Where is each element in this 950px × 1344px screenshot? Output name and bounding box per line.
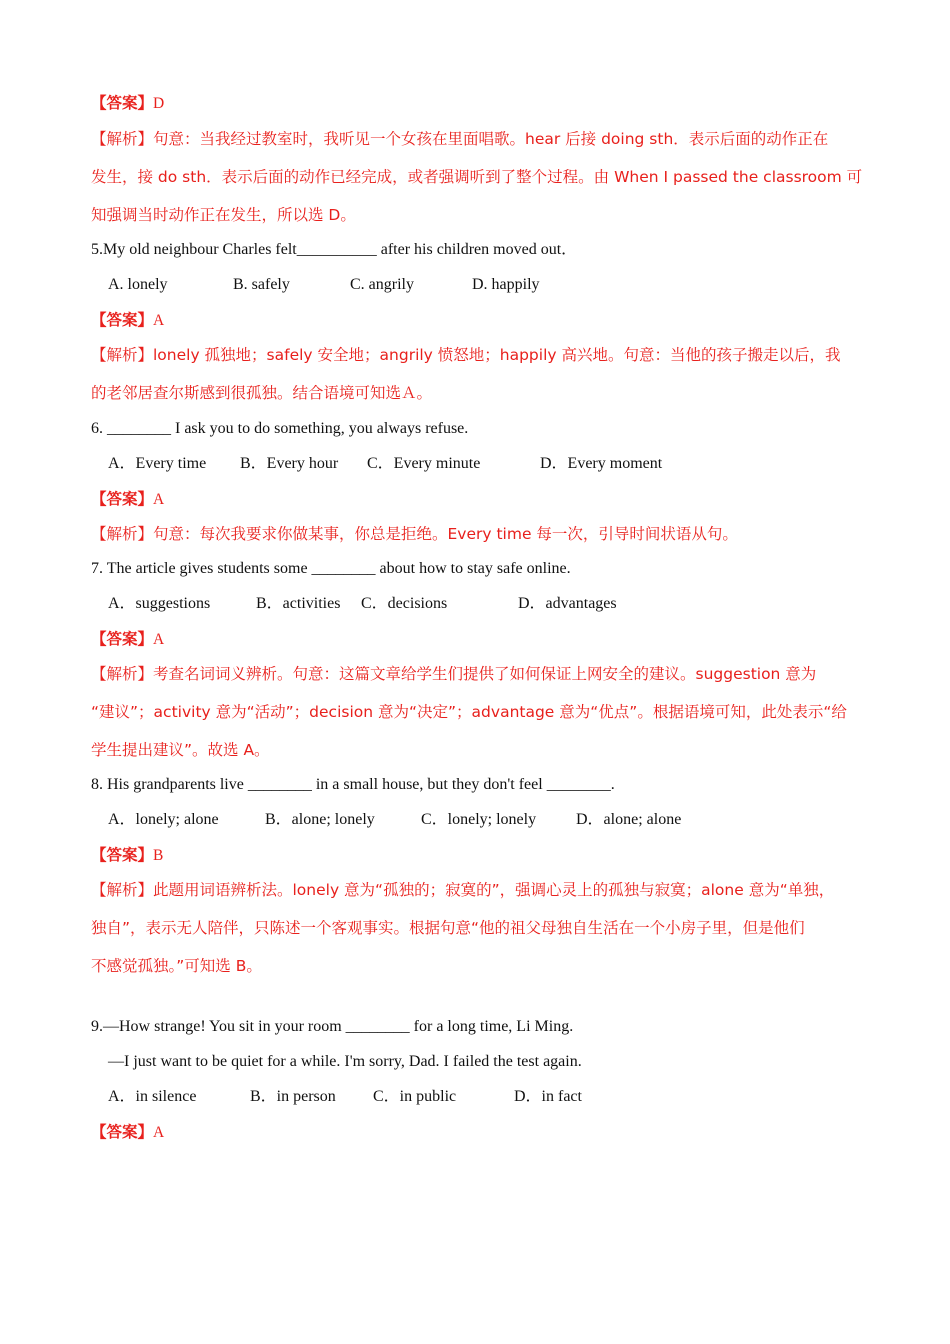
q8-stem: 8. His grandparents live ________ in a small house, but they don't feel ________.	[91, 776, 615, 793]
q8-explanation-line-1: 【解析】此题用词语辨析法。lonely 意为“孤独的；寂寞的”，强调心灵上的孤独与寂寞；alone 意为“单独，	[91, 881, 835, 899]
q9-option-b: B．in person	[250, 1088, 336, 1105]
q7-option-b: B．activities	[256, 595, 341, 612]
q4-explanation-line-3: 知强调当时动作正在发生，所以选 D。	[91, 206, 356, 224]
q4-explanation-line-2: 发生，接 do sth．表示后面的动作已经完成，或者强调听到了整个过程。由 When I passed the classroom 可	[91, 168, 863, 186]
q7-answer: 【答案】A	[91, 630, 165, 648]
q5-answer: 【答案】A	[91, 311, 165, 329]
q9-option-c: C．in public	[373, 1088, 457, 1105]
q6-option-a: A．Every time	[108, 455, 207, 472]
q9-option-d: D．in fact	[514, 1088, 582, 1105]
q4-answer: 【答案】D	[91, 94, 165, 112]
q5-option-a: A. lonely	[108, 276, 168, 293]
q5-option-d: D. happily	[472, 276, 540, 293]
q8-option-a: A．lonely; alone	[108, 811, 219, 828]
q8-option-c: C．lonely; lonely	[421, 811, 537, 828]
q7-stem: 7. The article gives students some ________ about how to stay safe online.	[91, 560, 571, 577]
q7-explanation-line-1: 【解析】考查名词词义辨析。句意：这篇文章给学生们提供了如何保证上网安全的建议。suggestion 意为	[91, 665, 817, 683]
q6-option-b: B．Every hour	[240, 455, 339, 472]
q6-answer: 【答案】A	[91, 490, 165, 508]
q9-answer: 【答案】A	[91, 1123, 165, 1141]
q6-explanation-line-1: 【解析】句意：每次我要求你做某事，你总是拒绝。Every time 每一次，引导时间状语从句。	[91, 525, 738, 543]
q7-option-c: C．decisions	[361, 595, 448, 612]
q5-option-b: B. safely	[233, 276, 290, 293]
q8-answer: 【答案】B	[91, 846, 164, 864]
q8-option-d: D．alone; alone	[576, 811, 682, 828]
q8-explanation-line-3: 不感觉孤独。”可知选 B。	[91, 957, 262, 975]
q9-option-a: A．in silence	[108, 1088, 197, 1105]
q7-option-d: D．advantages	[518, 595, 617, 612]
q5-option-c: C. angrily	[350, 276, 414, 293]
q5-explanation-line-1: 【解析】lonely 孤独地；safely 安全地；angrily 愤怒地；happily 高兴地。句意：当他的孩子搬走以后，我	[91, 346, 841, 364]
q5-explanation-line-2: 的老邻居查尔斯感到很孤独。结合语境可知选Ａ。	[91, 384, 433, 402]
q4-explanation-line-1: 【解析】句意：当我经过教室时，我听见一个女孩在里面唱歌。hear 后接 doing sth．表示后面的动作正在	[91, 130, 829, 148]
q7-option-a: A．suggestions	[108, 595, 211, 612]
q6-option-c: C．Every minute	[367, 455, 481, 472]
q8-option-b: B．alone; lonely	[265, 811, 375, 828]
q7-explanation-line-3: 学生提出建议”。故选 A。	[91, 741, 270, 759]
q8-explanation-line-2: 独自”，表示无人陪伴，只陈述一个客观事实。根据句意“他的祖父母独自生活在一个小房子里，但是他们	[91, 919, 805, 937]
q5-stem: 5.My old neighbour Charles felt__________ after his children moved out．	[91, 241, 578, 258]
q7-explanation-line-2: “建议”；activity 意为“活动”；decision 意为“决定”；advantage 意为“优点”。根据语境可知，此处表示“给	[91, 703, 847, 721]
q9-stem: 9.—How strange! You sit in your room ________ for a long time, Li Ming.	[91, 1018, 574, 1035]
q6-stem: 6. ________ I ask you to do something, you always refuse.	[91, 420, 469, 437]
q9-stem-reply: —I just want to be quiet for a while. I'm sorry, Dad. I failed the test again.	[108, 1053, 582, 1070]
q6-option-d: D．Every moment	[540, 455, 663, 472]
